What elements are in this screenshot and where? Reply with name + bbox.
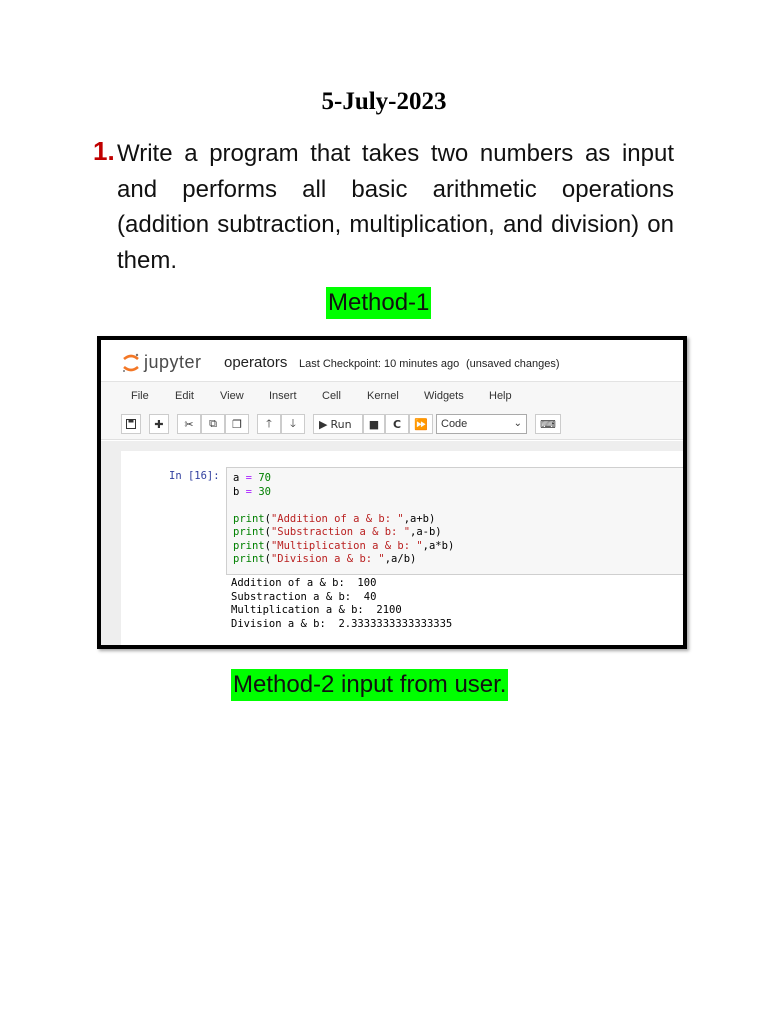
notebook-name[interactable]: operators <box>224 354 288 371</box>
play-icon: ▶ <box>319 417 328 431</box>
menu-widgets[interactable]: Widgets <box>424 390 464 402</box>
checkpoint-text: Last Checkpoint: 10 minutes ago <box>299 358 460 370</box>
command-palette-button[interactable] <box>535 414 561 434</box>
scissors-icon: ✂ <box>184 417 194 431</box>
menu-edit[interactable]: Edit <box>175 390 194 402</box>
code-line: b = 30 <box>233 485 271 498</box>
output-line: Multiplication a & b: 2100 <box>231 604 402 616</box>
code-line: print("Multiplication a & b: ",a*b) <box>233 539 455 552</box>
menu-help[interactable]: Help <box>489 390 512 402</box>
paste-button[interactable] <box>225 414 249 434</box>
menu-file[interactable]: File <box>131 390 149 402</box>
code-line: print("Substraction a & b: ",a-b) <box>233 526 442 538</box>
keyboard-icon: ⌨ <box>540 417 556 431</box>
code-line: a = 70 <box>233 472 271 484</box>
chevron-down-icon: ⌄ <box>513 418 522 429</box>
insert-cell-button[interactable] <box>149 414 169 434</box>
arrow-down-icon: 🡓 <box>290 416 296 430</box>
method-1-label: Method-1 <box>326 287 431 319</box>
jupyter-logo-icon <box>121 352 141 374</box>
copy-button[interactable] <box>201 414 225 434</box>
unsaved-text: (unsaved changes) <box>466 358 560 370</box>
question-text: Write a program that takes two numbers as input and performs all basic arithmetic operations (addition subtraction, multiplication, and division) on them. <box>117 140 674 274</box>
menu-cell[interactable]: Cell <box>322 390 341 402</box>
code-editor[interactable] <box>226 467 687 575</box>
stop-icon: ■ <box>368 417 380 431</box>
arrow-up-icon: 🡑 <box>266 416 272 430</box>
cell-type-select[interactable] <box>436 414 527 434</box>
interrupt-button[interactable] <box>363 414 385 434</box>
code-line: print("Addition of a & b: ",a+b) <box>233 512 436 525</box>
cut-button[interactable] <box>177 414 201 434</box>
move-down-button[interactable] <box>281 414 305 434</box>
code-lines <box>233 472 454 567</box>
jupyter-wordmark: jupyter <box>144 352 202 372</box>
run-button[interactable] <box>313 414 363 434</box>
cell-output <box>231 577 452 631</box>
notebook-header <box>101 340 683 380</box>
code-line <box>233 499 454 513</box>
method-2-label: Method-2 input from user. <box>231 669 508 701</box>
menu-view[interactable]: View <box>220 390 244 402</box>
restart-run-all-button[interactable] <box>409 414 433 434</box>
move-up-button[interactable] <box>257 414 281 434</box>
plus-icon: ✚ <box>154 417 164 431</box>
cell-type-value: Code <box>441 418 468 430</box>
menu-insert[interactable]: Insert <box>269 390 297 402</box>
restart-button[interactable] <box>385 414 409 434</box>
copy-icon: ⧉ <box>209 417 217 430</box>
code-cell[interactable] <box>121 451 687 649</box>
paste-icon: ❐ <box>232 417 242 431</box>
code-line: print("Division a & b: ",a/b) <box>233 553 417 565</box>
restart-icon: C <box>392 417 402 431</box>
document-date: 5-July-2023 <box>321 88 447 115</box>
save-icon <box>126 419 136 429</box>
question-number: 1. <box>93 136 115 166</box>
run-label: Run <box>330 417 352 431</box>
toolbar <box>101 410 683 440</box>
jupyter-screenshot <box>97 336 687 649</box>
save-button[interactable] <box>121 414 141 434</box>
output-line: Division a & b: 2.3333333333333335 <box>231 617 453 630</box>
menu-kernel[interactable]: Kernel <box>367 390 399 402</box>
output-line: Addition of a & b: 100 <box>231 577 377 589</box>
output-line: Substraction a & b: 40 <box>231 590 377 603</box>
menu-bar <box>101 382 683 410</box>
notebook-body <box>101 441 683 649</box>
cell-prompt: In [16]: <box>169 470 220 482</box>
fast-forward-icon: ⏩ <box>414 417 428 431</box>
